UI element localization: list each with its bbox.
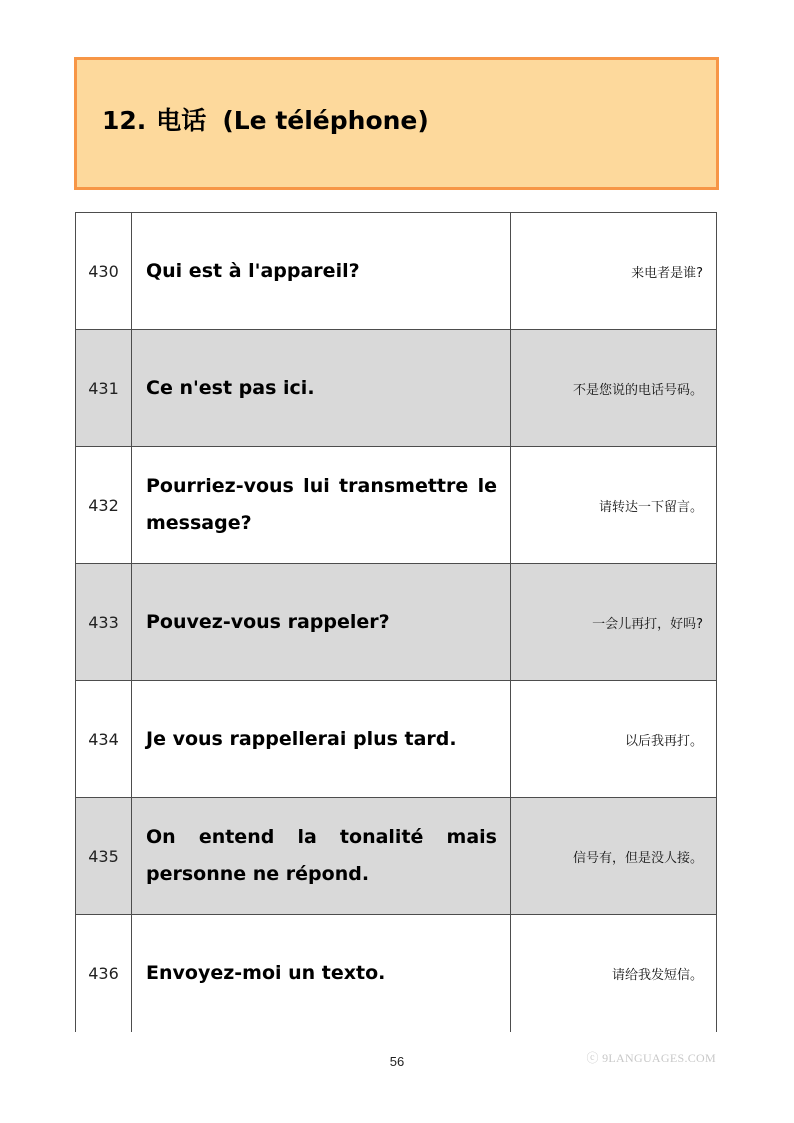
phrase-chinese: 请转达一下留言。 xyxy=(511,447,717,564)
phrase-french: Qui est à l'appareil? xyxy=(132,213,511,330)
phrase-number: 430 xyxy=(76,213,132,330)
phrase-number: 435 xyxy=(76,798,132,915)
table-row xyxy=(76,330,717,447)
chapter-number: 12. xyxy=(102,106,147,135)
table-row xyxy=(76,915,717,1032)
chapter-title xyxy=(102,104,429,138)
phrase-number: 432 xyxy=(76,447,132,564)
chapter-title-zh: 电话 xyxy=(156,106,207,135)
phrase-french: Envoyez-moi un texto. xyxy=(132,915,511,1032)
phrase-number: 436 xyxy=(76,915,132,1032)
phrase-french: Ce n'est pas ici. xyxy=(132,330,511,447)
table-row xyxy=(76,681,717,798)
phrase-chinese: 不是您说的电话号码。 xyxy=(511,330,717,447)
phrase-chinese: 请给我发短信。 xyxy=(511,915,717,1032)
table-row xyxy=(76,798,717,915)
phrase-french: Je vous rappellerai plus tard. xyxy=(132,681,511,798)
page-number: 56 xyxy=(389,1054,405,1069)
phrase-number: 431 xyxy=(76,330,132,447)
phrase-number: 434 xyxy=(76,681,132,798)
phrase-chinese: 来电者是谁? xyxy=(511,213,717,330)
table-row xyxy=(76,447,717,564)
phrase-table xyxy=(75,212,717,1032)
chapter-title-fr: (Le téléphone) xyxy=(222,106,429,135)
phrase-french: On entend la tonalité mais personne ne répond. xyxy=(132,798,511,915)
chapter-header xyxy=(74,57,719,190)
phrase-chinese: 以后我再打。 xyxy=(511,681,717,798)
phrase-number: 433 xyxy=(76,564,132,681)
table-row xyxy=(76,213,717,330)
phrase-french: Pouvez-vous rappeler? xyxy=(132,564,511,681)
copyright-watermark: ⓒ 9LANGUAGES.COM xyxy=(586,1051,716,1065)
phrase-chinese: 一会儿再打，好吗? xyxy=(511,564,717,681)
phrase-french: Pourriez-vous lui transmettre le message? xyxy=(132,447,511,564)
phrase-chinese: 信号有，但是没人接。 xyxy=(511,798,717,915)
table-row xyxy=(76,564,717,681)
